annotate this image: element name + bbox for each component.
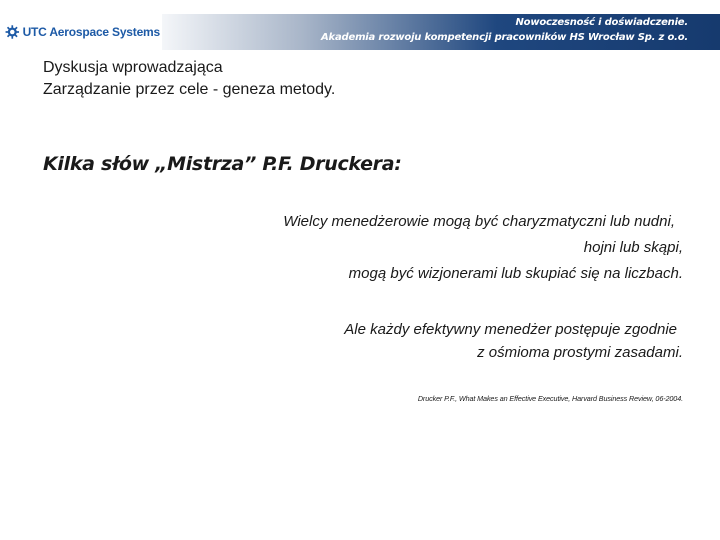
banner-tagline: Nowoczesność i doświadczenie.	[515, 17, 688, 28]
header-banner	[162, 14, 720, 50]
slide-header	[0, 0, 720, 50]
quote-paragraph-1	[123, 209, 683, 287]
quote-line: hojni lub skąpi,	[583, 239, 683, 256]
company-logo	[0, 14, 160, 50]
logo-text: UTC Aerospace Systems	[22, 25, 160, 39]
banner-subtitle: Akademia rozwoju kompetencji pracowników HS Wrocław Sp. z o.o.	[320, 32, 688, 43]
intro-block	[43, 57, 335, 101]
quote-line: z ośmioma prostymi zasadami.	[477, 344, 683, 361]
intro-line-2: Zarządzanie przez cele - geneza metody.	[43, 81, 336, 98]
quote-paragraph-2	[123, 318, 683, 364]
quote-line: Wielcy menedżerowie mogą być charyzmatyczni lub nudni,	[283, 213, 675, 230]
intro-line-1: Dyskusja wprowadzająca	[43, 59, 223, 76]
section-heading: Kilka słów „Mistrza” P.F. Druckera:	[43, 153, 402, 175]
source-citation: Drucker P.F., What Makes an Effective Executive, Harvard Business Review, 06-2004.	[417, 394, 683, 403]
quote-line: Ale każdy efektywny menedżer postępuje zgodnie	[344, 321, 677, 338]
quote-line: mogą być wizjonerami lub skupiać się na liczbach.	[348, 265, 683, 282]
gear-logo-icon	[5, 19, 20, 45]
